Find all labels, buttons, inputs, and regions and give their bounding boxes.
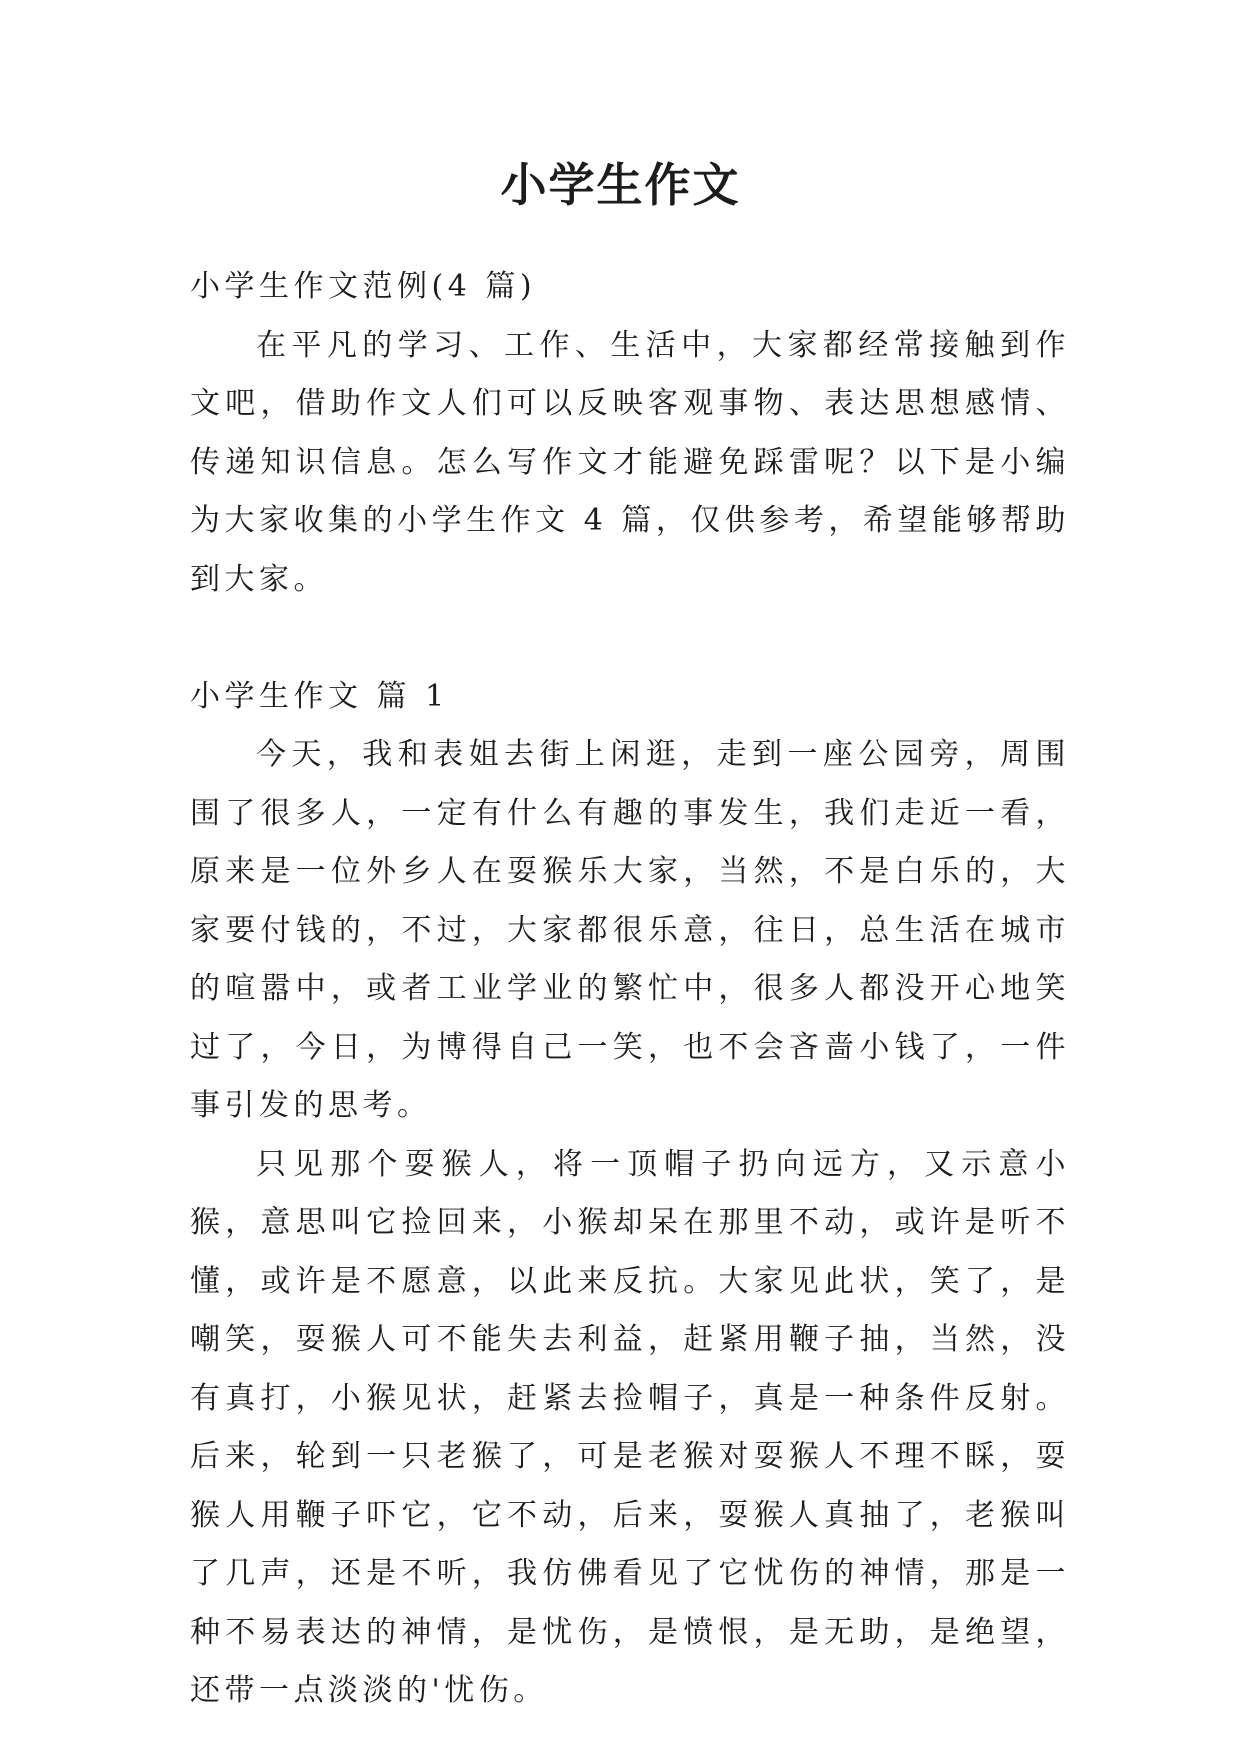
section-paragraph-2: 只见那个耍猴人，将一顶帽子扔向远方，又示意小猴，意思叫它捡回来，小猴却呆在那里不动，或许是听不懂，或许是不愿意，以此来反抗。大家见此状，笑了，是嘲笑，耍猴人可不能失去利益，赶紧用鞭子抽，当然，没有真打，小猴见状，赶紧去捡帽子，真是一种条件反射。后来，轮到一只老猴了，可是老猴对耍猴人不理不睬，耍猴人用鞭子吓它，它不动，后来，耍猴人真抽了，老猴叫了几声，还是不听，我仿佛看见了它忧伤的神情，那是一种不易表达的神情，是忧伤，是愤恨，是无助，是绝望，还带一点淡淡的'忧伤。 — [190, 1146, 1070, 1708]
document-body — [190, 258, 1070, 1721]
document-title: 小学生作文 — [500, 158, 741, 212]
intro-paragraph: 在平凡的学习、工作、生活中，大家都经常接触到作文吧，借助作文人们可以反映客观事物、表达思想感情、传递知识信息。怎么写作文才能避免踩雷呢？以下是小编为大家收集的小学生作文 4 篇，仅供参考，希望能够帮助到大家。 — [190, 327, 1070, 597]
section-spacer — [190, 609, 1070, 668]
section-heading: 小学生作文 篇 1 — [190, 678, 449, 714]
document-subtitle: 小学生作文范例(4 篇) — [190, 269, 537, 304]
section-paragraph-1: 今天，我和表姐去街上闲逛，走到一座公园旁，周围围了很多人，一定有什么有趣的事发生，我们走近一看，原来是一位外乡人在耍猴乐大家，当然，不是白乐的，大家要付钱的，不过，大家都很乐意，往日，总生活在城市的喧嚣中，或者工业学业的繁忙中，很多人都没开心地笑过了，今日，为博得自己一笑，也不会吝啬小钱了，一件事引发的思考。 — [190, 737, 1070, 1123]
